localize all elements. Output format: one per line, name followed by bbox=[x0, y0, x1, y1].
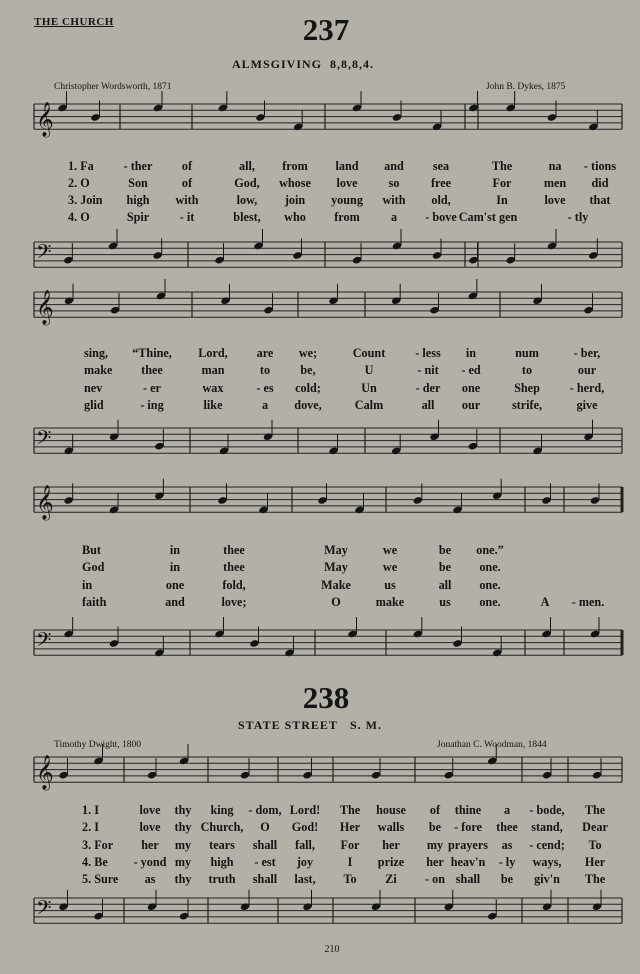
lyric-syllable: 1. Fa bbox=[68, 159, 94, 173]
lyric-syllable: - nit bbox=[417, 363, 439, 378]
lyric-syllable: Calm bbox=[354, 397, 384, 412]
verse-line bbox=[0, 159, 640, 176]
lyric-syllable: give bbox=[576, 397, 598, 412]
lyric-syllable: prize bbox=[377, 854, 405, 869]
lyric-syllable: whose bbox=[279, 176, 311, 190]
lyric-syllable: The bbox=[339, 803, 361, 817]
lyric-syllable: - ther bbox=[123, 159, 153, 173]
hymn-number: 237 bbox=[302, 12, 350, 47]
bass-clef-icon: 𝄢 bbox=[36, 896, 52, 924]
lyric-syllable: For bbox=[492, 176, 512, 190]
lyric-syllable: - on bbox=[425, 872, 445, 887]
lyric-syllable: king bbox=[210, 803, 234, 817]
lyric-syllable: high bbox=[126, 193, 150, 207]
lyric-syllable: Church, bbox=[200, 820, 244, 835]
lyric-syllable: truth bbox=[208, 872, 236, 887]
lyric-syllable: all, bbox=[239, 159, 255, 173]
lyric-syllable: wax bbox=[202, 380, 224, 395]
lyric-syllable: like bbox=[203, 397, 223, 412]
lyric-syllable: old, bbox=[431, 193, 451, 207]
lyric-syllable: fold, bbox=[222, 577, 246, 592]
lyric-syllable: I bbox=[347, 854, 353, 869]
treble-clef-icon: 𝄞 bbox=[36, 485, 54, 520]
lyric-syllable: Cam'st gen bbox=[458, 210, 518, 224]
lyric-syllable: our bbox=[577, 363, 597, 378]
lyric-syllable: 2. O bbox=[68, 176, 90, 190]
lyric-syllable: Dear bbox=[582, 820, 608, 835]
lyric-syllable: The bbox=[491, 159, 513, 173]
lyric-syllable: our bbox=[461, 397, 481, 412]
lyric-syllable: love; bbox=[221, 594, 247, 609]
verse-line bbox=[0, 543, 640, 560]
lyric-syllable: did bbox=[591, 176, 609, 190]
bass-clef-icon: 𝄢 bbox=[36, 426, 52, 454]
verse-line bbox=[0, 381, 640, 398]
lyric-syllable: Shep bbox=[514, 380, 540, 395]
lyric-syllable: - yond bbox=[133, 854, 167, 869]
lyric-syllable: one bbox=[165, 577, 185, 592]
lyric-syllable: shall bbox=[252, 872, 278, 887]
music-credit: John B. Dykes, 1875 bbox=[486, 82, 566, 92]
lyric-syllable: nev bbox=[84, 380, 103, 395]
verse-line bbox=[0, 803, 640, 820]
lyric-syllable: with bbox=[382, 193, 406, 207]
lyric-syllable: glid bbox=[84, 397, 104, 412]
lyric-syllable: her bbox=[141, 837, 159, 852]
lyric-syllable: Lord! bbox=[289, 803, 321, 817]
tune-meter-2: S. M. bbox=[349, 718, 382, 732]
lyric-syllable: God, bbox=[234, 176, 260, 190]
lyric-syllable: - herd, bbox=[569, 380, 605, 395]
lyric-syllable: 5. Sure bbox=[82, 872, 119, 887]
lyric-syllable: one. bbox=[479, 594, 501, 609]
lyric-syllable: - er bbox=[143, 380, 161, 395]
lyric-syllable: to bbox=[259, 363, 271, 378]
lyric-syllable: a bbox=[390, 210, 398, 224]
treble-clef-icon: 𝄞 bbox=[36, 102, 54, 137]
lyric-syllable: Her bbox=[339, 820, 361, 835]
lyric-syllable: make bbox=[84, 363, 113, 378]
lyric-syllable: love bbox=[139, 803, 161, 817]
lyric-syllable: - est bbox=[254, 854, 276, 869]
lyric-syllable: thee bbox=[496, 820, 518, 835]
treble-clef-icon: 𝄞 bbox=[36, 290, 54, 325]
lyric-syllable: all bbox=[421, 397, 435, 412]
lyric-syllable: num bbox=[515, 346, 539, 360]
verse-line bbox=[0, 820, 640, 837]
lyric-syllable: we bbox=[382, 543, 398, 557]
lyric-syllable: shall bbox=[455, 872, 481, 887]
lyric-syllable: love bbox=[336, 176, 358, 190]
lyric-syllable: stand, bbox=[531, 820, 563, 835]
lyric-syllable: - men. bbox=[571, 594, 605, 609]
lyric-syllable: O bbox=[331, 594, 341, 609]
lyric-syllable: - it bbox=[179, 210, 195, 224]
lyric-syllable: in bbox=[169, 543, 181, 557]
lyric-syllable: shall bbox=[252, 837, 278, 852]
music-credit-2: Jonathan C. Woodman, 1844 bbox=[437, 740, 547, 750]
verse-line bbox=[0, 595, 640, 612]
lyric-syllable: one bbox=[461, 380, 481, 395]
lyric-syllable: Spir bbox=[126, 210, 150, 224]
lyric-syllable: we; bbox=[298, 346, 318, 360]
lyric-syllable: heav'n bbox=[450, 854, 486, 869]
verse-line bbox=[0, 193, 640, 210]
lyric-syllable: - es bbox=[256, 380, 274, 395]
lyric-syllable: that bbox=[589, 193, 611, 207]
verse-line bbox=[0, 855, 640, 872]
lyric-syllable: thee bbox=[223, 543, 245, 557]
lyric-syllable: U bbox=[364, 363, 374, 378]
lyric-syllable: Zi bbox=[385, 872, 397, 887]
lyric-syllable: one. bbox=[479, 560, 501, 575]
lyric-syllable: - less bbox=[415, 346, 441, 360]
lyric-syllable: from bbox=[334, 210, 360, 224]
lyric-syllable: prayers bbox=[448, 837, 488, 852]
lyric-syllable: to bbox=[521, 363, 533, 378]
lyric-syllable: are bbox=[256, 346, 274, 360]
bass-clef-icon: 𝄢 bbox=[36, 628, 52, 656]
hymn-number-2: 238 bbox=[302, 680, 350, 715]
lyric-syllable: one.” bbox=[476, 543, 504, 557]
lyric-syllable: my bbox=[426, 837, 444, 852]
lyric-syllable: of bbox=[181, 176, 193, 190]
treble-clef-icon: 𝄞 bbox=[36, 755, 54, 790]
lyric-syllable: make bbox=[375, 594, 405, 609]
lyric-syllable: - ber, bbox=[573, 346, 601, 360]
verse-line bbox=[0, 578, 640, 595]
lyric-syllable: be, bbox=[300, 363, 316, 378]
lyric-syllable: - ly bbox=[498, 854, 516, 869]
lyric-syllable: of bbox=[429, 803, 441, 817]
tune-name-2 bbox=[238, 718, 382, 733]
lyric-syllable: - ed bbox=[461, 363, 481, 378]
lyric-syllable: from bbox=[282, 159, 308, 173]
lyric-syllable: thy bbox=[174, 872, 192, 887]
lyric-syllable: her bbox=[382, 837, 400, 852]
lyric-syllable: “Thine, bbox=[132, 346, 172, 360]
lyric-syllable: A bbox=[540, 594, 550, 609]
lyric-syllable: ways, bbox=[532, 854, 562, 869]
lyric-syllable: 3. For bbox=[82, 837, 114, 852]
lyric-syllable: Lord, bbox=[198, 346, 228, 360]
lyric-syllable: young bbox=[331, 193, 363, 207]
lyric-syllable: us bbox=[439, 594, 451, 609]
lyric-syllable: thy bbox=[174, 820, 192, 835]
lyric-syllable: with bbox=[175, 193, 199, 207]
lyric-syllable: as bbox=[144, 872, 156, 887]
lyric-syllable: high bbox=[210, 854, 234, 869]
lyric-syllable: in bbox=[465, 346, 477, 360]
lyric-syllable: God! bbox=[291, 820, 319, 835]
lyric-syllable: dove, bbox=[294, 397, 322, 412]
lyric-syllable: a bbox=[503, 803, 511, 817]
lyric-syllable: be bbox=[438, 543, 452, 557]
lyric-syllable: in bbox=[82, 577, 93, 592]
page-number: 210 bbox=[324, 944, 340, 955]
lyric-syllable: her bbox=[426, 854, 444, 869]
tune-title: ALMSGIVING bbox=[232, 57, 323, 71]
lyric-syllable: love bbox=[544, 193, 566, 207]
lyric-syllable: na bbox=[548, 159, 562, 173]
lyric-syllable: The bbox=[584, 872, 606, 887]
tune-title-2: STATE STREET bbox=[238, 718, 338, 732]
lyric-syllable: 4. Be bbox=[82, 854, 108, 869]
lyric-syllable: - dom, bbox=[248, 803, 282, 817]
lyric-syllable: thy bbox=[174, 803, 192, 817]
lyric-syllable: so bbox=[388, 176, 400, 190]
lyric-syllable: walls bbox=[377, 820, 405, 835]
lyric-syllable: blest, bbox=[233, 210, 261, 224]
lyric-syllable: - bode, bbox=[529, 803, 565, 817]
lyric-syllable: house bbox=[376, 803, 406, 817]
lyric-syllable: and bbox=[384, 159, 404, 173]
lyric-syllable: To bbox=[343, 872, 357, 887]
lyric-syllable: - bove bbox=[425, 210, 457, 224]
lyric-syllable: a bbox=[261, 397, 269, 412]
section-title: THE CHURCH bbox=[34, 16, 114, 28]
lyric-syllable: Count bbox=[352, 346, 386, 360]
lyric-syllable: Her bbox=[584, 854, 606, 869]
verse-line bbox=[0, 210, 640, 227]
lyric-syllable: Make bbox=[321, 577, 351, 592]
lyric-syllable: join bbox=[284, 193, 306, 207]
lyric-syllable: and bbox=[165, 594, 185, 609]
lyric-syllable: sea bbox=[432, 159, 450, 173]
lyric-syllable: - tly bbox=[567, 210, 589, 224]
lyric-syllable: May bbox=[324, 543, 348, 557]
lyric-syllable: - der bbox=[415, 380, 441, 395]
lyric-syllable: - fore bbox=[454, 820, 482, 835]
lyric-syllable: land bbox=[335, 159, 359, 173]
lyric-syllable: man bbox=[201, 363, 225, 378]
lyric-syllable: Un bbox=[361, 380, 377, 395]
lyric-syllable: For bbox=[340, 837, 360, 852]
lyric-syllable: all bbox=[438, 577, 452, 592]
words-credit-2: Timothy Dwight, 1800 bbox=[54, 740, 142, 750]
tune-meter: 8,8,8,4. bbox=[330, 57, 375, 71]
lyric-syllable: be bbox=[428, 820, 442, 835]
lyric-syllable: To bbox=[588, 837, 602, 852]
lyric-syllable: Son bbox=[128, 176, 148, 190]
lyric-syllable: tears bbox=[209, 837, 235, 852]
lyric-syllable: 2. I bbox=[82, 820, 99, 835]
lyric-syllable: be bbox=[438, 560, 452, 575]
lyric-syllable: men bbox=[543, 176, 567, 190]
lyric-syllable: giv'n bbox=[534, 872, 560, 887]
verse-line bbox=[0, 838, 640, 855]
bass-clef-icon: 𝄢 bbox=[36, 240, 52, 268]
lyric-syllable: thee bbox=[223, 560, 245, 575]
lyric-syllable: us bbox=[384, 577, 396, 592]
lyric-syllable: thee bbox=[141, 363, 163, 378]
lyric-syllable: fall, bbox=[295, 837, 315, 852]
lyric-syllable: be bbox=[500, 872, 514, 887]
lyric-syllable: sing, bbox=[84, 346, 109, 360]
verse-line bbox=[0, 176, 640, 193]
lyric-syllable: of bbox=[181, 159, 193, 173]
lyric-syllable: God bbox=[82, 560, 105, 575]
lyric-syllable: In bbox=[496, 193, 508, 207]
lyric-syllable: strife, bbox=[511, 397, 543, 412]
lyric-syllable: joy bbox=[296, 854, 314, 869]
lyric-syllable: love bbox=[139, 820, 161, 835]
words-credit: Christopher Wordsworth, 1871 bbox=[54, 82, 172, 92]
lyric-syllable: we bbox=[382, 560, 398, 575]
lyric-syllable: free bbox=[430, 176, 452, 190]
lyric-syllable: low, bbox=[236, 193, 258, 207]
lyric-syllable: cold; bbox=[295, 380, 321, 395]
lyric-syllable: one. bbox=[479, 577, 501, 592]
lyric-syllable: in bbox=[169, 560, 181, 575]
verse-line bbox=[0, 346, 640, 363]
lyric-syllable: - cend; bbox=[529, 837, 565, 852]
lyric-syllable: The bbox=[584, 803, 606, 817]
lyric-syllable: May bbox=[324, 560, 348, 575]
lyric-syllable: as bbox=[501, 837, 513, 852]
verse-line bbox=[0, 398, 640, 415]
lyric-syllable: my bbox=[174, 837, 192, 852]
lyric-syllable: - ing bbox=[140, 397, 164, 412]
lyric-syllable: 3. Join bbox=[68, 193, 103, 207]
lyric-syllable: - tions bbox=[583, 159, 617, 173]
verse-line bbox=[0, 872, 640, 889]
lyric-syllable: But bbox=[82, 543, 101, 557]
lyric-syllable: who bbox=[284, 210, 306, 224]
lyric-syllable: thine bbox=[454, 803, 482, 817]
verse-line bbox=[0, 363, 640, 380]
lyric-syllable: last, bbox=[294, 872, 316, 887]
lyric-syllable: 4. O bbox=[68, 210, 90, 224]
lyric-syllable: 1. I bbox=[82, 803, 99, 817]
lyric-syllable: faith bbox=[82, 594, 107, 609]
lyric-syllable: O bbox=[260, 820, 270, 835]
lyric-syllable: my bbox=[174, 854, 192, 869]
verse-line bbox=[0, 560, 640, 577]
